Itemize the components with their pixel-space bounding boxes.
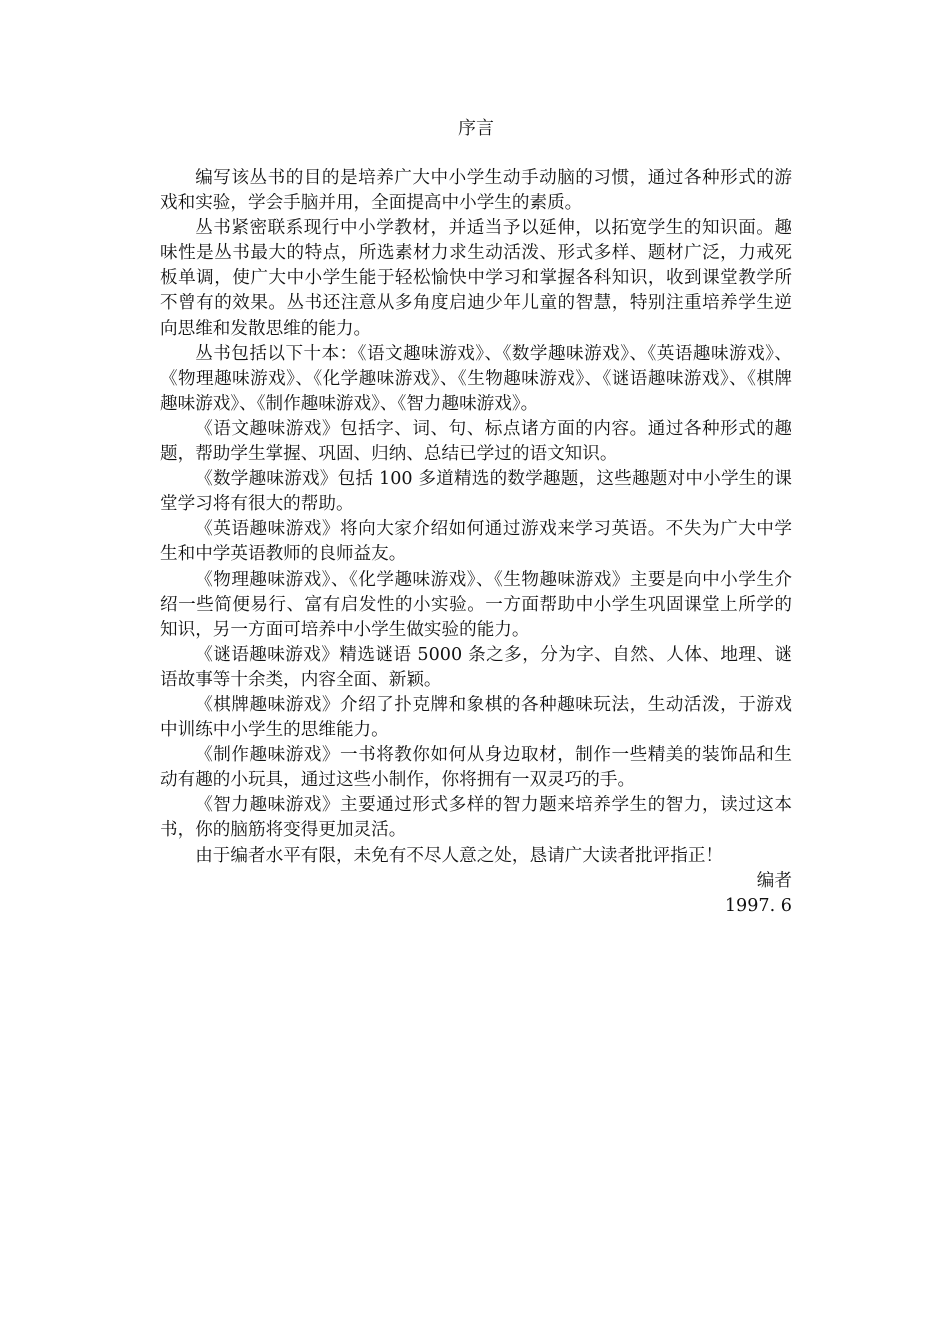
paragraph-7: 《物理趣味游戏》、《化学趣味游戏》、《生物趣味游戏》主要是向中小学生介绍一些简便易行、富有启发性的小实验。一方面帮助中小学生巩固课堂上所学的知识，另一方面可培养中小学生做实验的能力。 xyxy=(160,569,792,640)
paragraph-4: 《语文趣味游戏》包括字、词、句、标点诸方面的内容。通过各种形式的趣题，帮助学生掌握、巩固、归纳、总结已学过的语文知识。 xyxy=(160,418,792,465)
paragraph-10: 《制作趣味游戏》一书将教你如何从身边取材，制作一些精美的装饰品和生动有趣的小玩具，通过这些小制作，你将拥有一双灵巧的手。 xyxy=(160,745,792,791)
paragraph-9: 《棋牌趣味游戏》介绍了扑克牌和象棋的各种趣味玩法，生动活泼，于游戏中训练中小学生的思维能力。 xyxy=(160,694,792,741)
paragraph-5: 《数学趣味游戏》包括 100 多道精选的数学趣题，这些趣题对中小学生的课堂学习将有很大的帮助。 xyxy=(160,469,792,515)
date: 1997. 6 xyxy=(724,895,792,916)
paragraph-1: 编写该丛书的目的是培养广大中小学生动手动脑的习惯，通过各种形式的游戏和实验，学会手脑并用，全面提高中小学生的素质。 xyxy=(160,168,792,214)
signature: 编者 xyxy=(756,870,792,891)
page-title: 序言 xyxy=(458,118,494,139)
paragraph-6: 《英语趣味游戏》将向大家介绍如何通过游戏来学习英语。不失为广大中学生和中学英语教师的良师益友。 xyxy=(160,519,792,565)
document-page xyxy=(160,112,792,919)
paragraph-2: 丛书紧密联系现行中小学教材，并适当予以延伸，以拓宽学生的知识面。趣味性是丛书最大的特点，所选素材力求生动活泼、形式多样、题材广泛，力戒死板单调，使广大中小学生能于轻松愉快中学习和掌握各科知识，收到课堂教学所不曾有的效果。丛书还注意从多角度启迪少年儿童的智慧，特别注重培养学生逆向思维和发散思维的能力。 xyxy=(160,218,792,339)
paragraph-3: 丛书包括以下十本：《语文趣味游戏》、《数学趣味游戏》、《英语趣味游戏》、《物理趣味游戏》、《化学趣味游戏》、《生物趣味游戏》、《谜语趣味游戏》、《棋牌趣味游戏》、《制作趣味游戏》、《智力趣味游戏》。 xyxy=(160,343,792,414)
paragraph-11: 《智力趣味游戏》主要通过形式多样的智力题来培养学生的智力，读过这本书，你的脑筋将变得更加灵活。 xyxy=(160,795,792,841)
paragraph-12: 由于编者水平有限，未免有不尽人意之处，恳请广大读者批评指正！ xyxy=(195,845,724,866)
paragraph-8: 《谜语趣味游戏》精选谜语 5000 条之多，分为字、自然、人体、地理、谜语故事等十余类，内容全面、新颖。 xyxy=(160,644,792,690)
